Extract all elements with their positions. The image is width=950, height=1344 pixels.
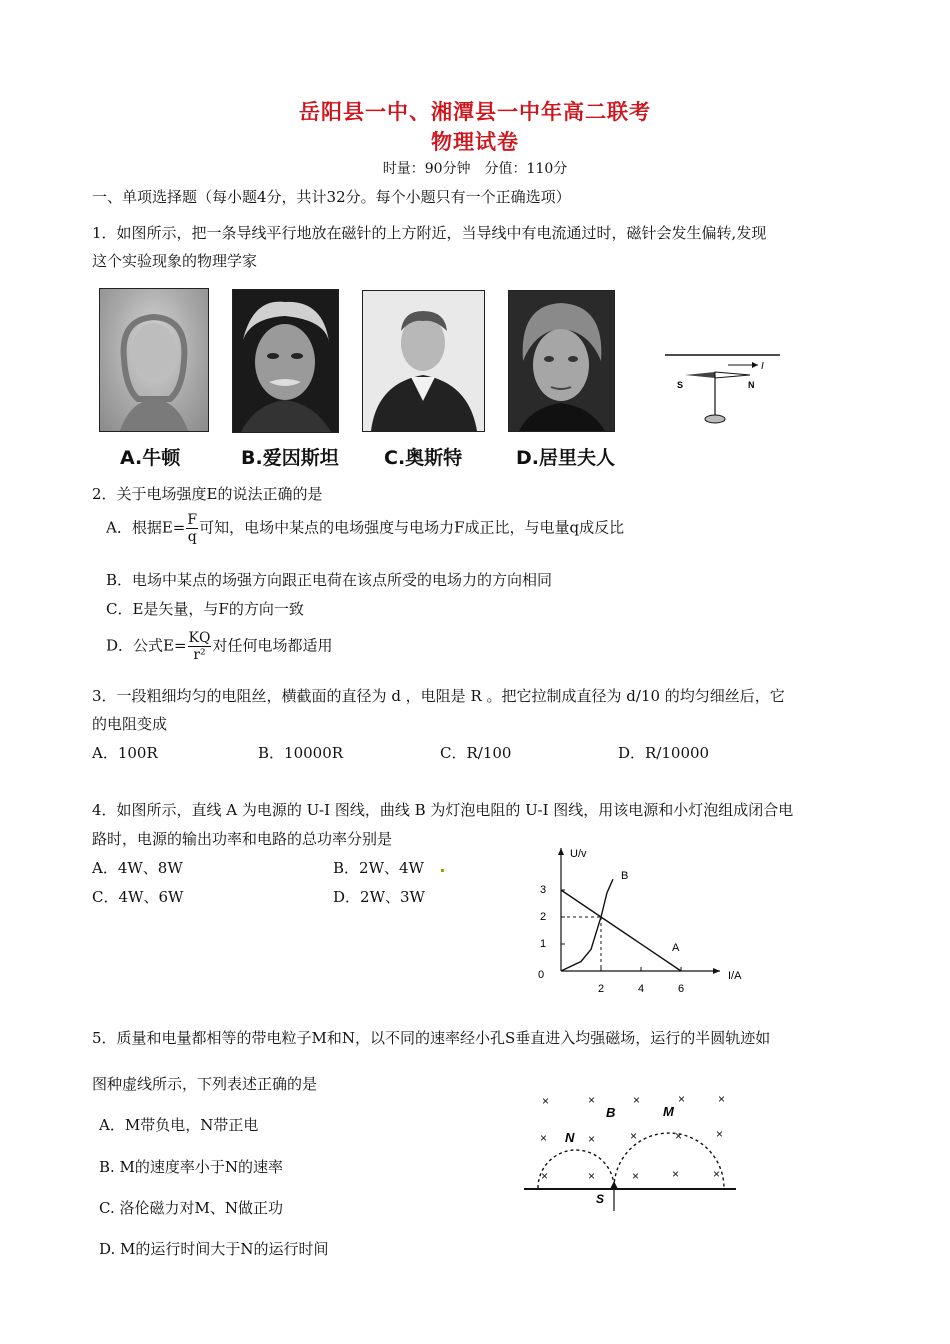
einstein-sketch [233,290,338,432]
particle-m-label: M [663,1104,674,1119]
q2-option-c: C．E是矢量，与F的方向一致 [106,600,304,618]
north-label: N [748,380,755,390]
series-B [561,879,613,971]
q2-option-a [106,512,624,545]
needle-south [685,372,715,378]
compass-wire-figure [660,345,785,430]
exam-title: 岳阳县一中、湘潭县一中年高二联考 [299,99,651,124]
cross: × [632,1169,640,1183]
q4-line1: 4．如图所示，直线 A 为电源的 U-I 图线，曲线 B 为灯泡电阻的 U-I 图线，用该电源和小灯泡组成闭合电 [92,801,794,819]
q2-a-text: 可知，电场中某点的电场强度与电场力F成正比，与电量q成反比 [199,518,625,537]
cross: × [540,1131,548,1145]
graph-xtick-2: 2 [598,983,605,995]
field-b-label: B [606,1105,616,1120]
cross: × [588,1169,596,1183]
graph-ytick-1: 1 [540,938,547,950]
graph-xtick-6: 6 [678,983,685,995]
particle-n-label: N [565,1130,575,1145]
q4-option-c: C．4W、6W [92,888,184,906]
compass-base [705,415,725,423]
curie-sketch [509,291,614,431]
q3-option-b: B．10000R [258,744,344,762]
cross: × [675,1129,683,1143]
q5-line2: 图种虚线所示，下列表述正确的是 [92,1075,318,1093]
portrait-newton [99,288,209,432]
q3-option-c: C．R/100 [440,744,512,762]
q2-a-numerator: F [187,512,198,528]
q3-line1: 3．一段粗细均匀的电阻丝，横截面的直径为 d ，电阻是 R 。把它拉制成直径为 d/10 的均匀细丝后，它 [92,687,785,705]
section-heading: 一、单项选择题（每小题4分，共计32分。每个小题只有一个正确选项） [92,188,571,206]
cross: × [718,1092,726,1106]
exam-subtitle: 物理试卷 [431,129,519,154]
q2-option-b: B．电场中某点的场强方向跟正电荷在该点所受的电场力的方向相同 [106,571,553,589]
exam-meta: 时量：90分钟 分值：110分 [382,161,568,177]
q4-option-a: A．4W、8W [92,859,183,877]
stray-dot [441,869,444,872]
series-A [561,890,681,971]
hole-s-label: S [596,1192,605,1206]
q3-line2: 的电阻变成 [92,715,168,733]
q2-d-fraction [188,630,212,663]
q2-option-d [106,630,333,663]
cross: × [716,1127,724,1141]
cross: × [713,1167,721,1181]
y-axis-arrowhead [558,848,564,855]
caption-newton: A.牛顿 [120,447,181,469]
q2-a-fraction [186,512,198,545]
q1-line1: 1．如图所示，把一条导线平行地放在磁针的上方附近，当导线中有电流通过时，磁针会发生偏转,发现 [92,224,767,242]
q5-option-d: D. M的运行时间大于N的运行时间 [99,1240,329,1258]
portrait-einstein [232,289,339,433]
q5-option-b: B. M的速度率小于N的速率 [99,1158,284,1176]
q5-option-a: A．M带负电，N带正电 [99,1116,259,1134]
q5-line1: 5．质量和电量都相等的带电粒子M和N，以不同的速率经小孔S垂直进入均强磁场，运行的半圆轨迹如 [92,1029,771,1047]
cross: × [630,1129,638,1143]
caption-einstein: B.爱因斯坦 [241,447,339,469]
q2-d-numerator: KQ [188,630,211,646]
q3-option-d: D．R/10000 [618,744,710,762]
graph-xlabel: I/A [728,970,742,982]
cross: × [678,1092,686,1106]
current-label: I [761,361,764,372]
q4-line2: 路时，电源的输出功率和电路的总功率分别是 [92,830,393,848]
graph-ylabel: U/v [570,848,587,860]
needle-north [715,372,750,378]
graph-xtick-4: 4 [638,983,645,995]
graph-origin: 0 [538,969,545,981]
q2-a-prefix: A．根据E= [106,518,186,537]
graph-line-a-label: A [672,942,680,954]
cross: × [588,1132,596,1146]
caption-oersted: C.奥斯特 [384,447,463,469]
cross: × [672,1167,680,1181]
newton-sketch [100,289,208,431]
ui-marks [561,879,681,971]
portrait-curie [508,290,615,432]
x-axis-arrowhead [713,968,720,974]
q2-stem: 2．关于电场强度E的说法正确的是 [92,485,323,503]
magnetic-field-figure [520,1085,742,1215]
entry-arrowhead [610,1181,618,1189]
q4-option-d: D．2W、3W [333,888,425,906]
q3-option-a: A．100R [92,744,158,762]
q2-d-text: 对任何电场都适用 [212,636,333,655]
caption-curie: D.居里夫人 [516,447,615,469]
n-trajectory [538,1150,614,1188]
ui-axes [558,848,720,974]
current-arrowhead [752,362,758,368]
q4-option-b: B．2W、4W [333,859,424,877]
q2-d-denominator: r² [193,647,206,663]
q1-line2: 这个实验现象的物理学家 [92,252,258,270]
cross: × [542,1094,550,1108]
q2-d-prefix: D．公式E= [106,636,187,655]
graph-ytick-3: 3 [540,884,547,896]
q5-option-c: C. 洛伦磁力对M、N做正功 [99,1199,283,1217]
q2-a-denominator: q [187,529,197,545]
graph-ytick-2: 2 [540,911,547,923]
cross: × [541,1169,549,1183]
graph-curve-b-label: B [621,870,629,882]
ui-graph [530,838,752,1000]
portrait-oersted [362,290,485,432]
south-label: S [677,380,684,390]
cross: × [588,1093,596,1107]
cross: × [633,1093,641,1107]
oersted-sketch [363,291,484,431]
